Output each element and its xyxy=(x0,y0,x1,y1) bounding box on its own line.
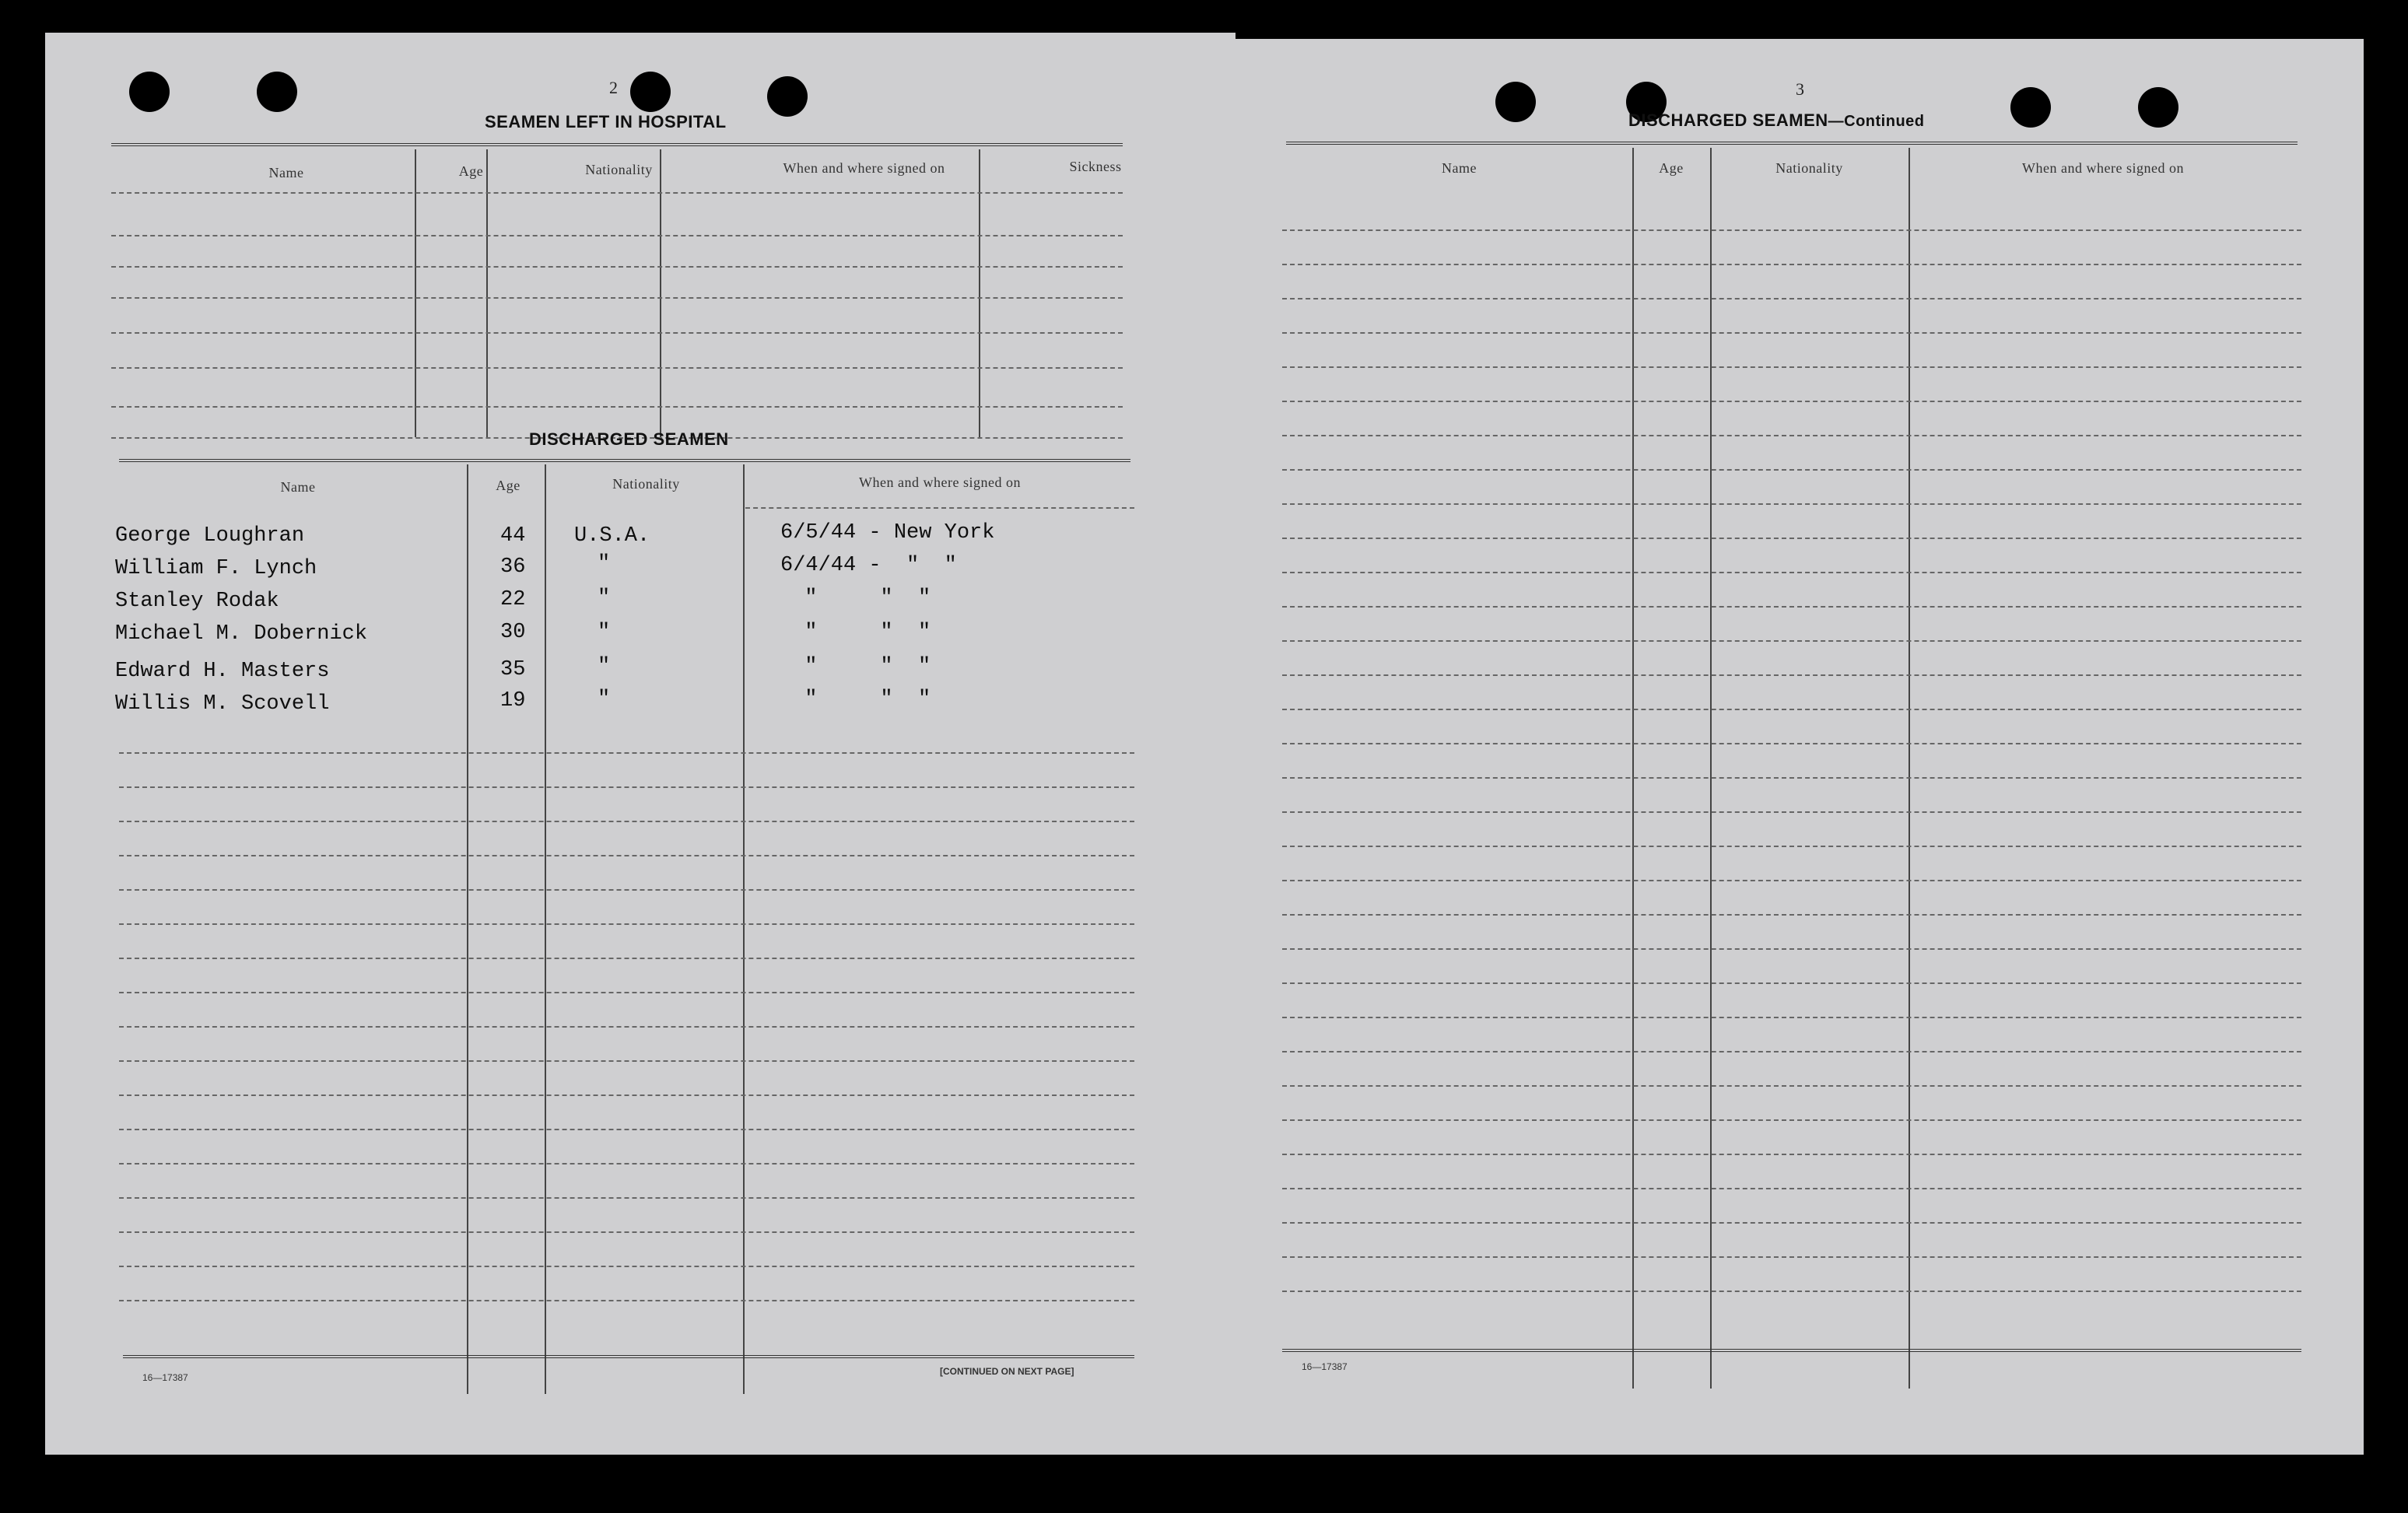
row-line xyxy=(119,1231,1134,1233)
table-bottom-rule xyxy=(1282,1349,2301,1352)
right-page xyxy=(1236,39,2364,1455)
table-bottom-rule xyxy=(123,1355,1134,1358)
column-header-name: Name xyxy=(1442,160,1477,176)
row-line xyxy=(1282,674,2301,676)
row-line xyxy=(1282,1154,2301,1155)
seaman-age: 44 xyxy=(500,524,526,548)
row-line xyxy=(1282,366,2301,368)
row-line xyxy=(1282,503,2301,505)
seaman-signed-on: " " " xyxy=(792,587,931,610)
left-page xyxy=(45,33,1236,1455)
punch-hole xyxy=(2138,87,2178,128)
seaman-nationality: " xyxy=(598,552,611,576)
row-line xyxy=(111,332,1123,334)
column-header-name: Name xyxy=(268,165,304,180)
seaman-age: 30 xyxy=(500,621,526,644)
row-line xyxy=(1282,982,2301,984)
row-line xyxy=(119,752,1134,754)
column-divider xyxy=(1710,148,1712,1389)
page-number: 3 xyxy=(1796,79,1804,99)
row-line xyxy=(119,1300,1134,1301)
seaman-name: George Loughran xyxy=(115,524,305,548)
column-header-sickness: Sickness xyxy=(1069,159,1122,174)
row-line xyxy=(119,992,1134,993)
row-line xyxy=(119,1094,1134,1096)
column-header-signed-on: When and where signed on xyxy=(783,160,945,176)
row-line xyxy=(1282,1051,2301,1052)
row-line xyxy=(1282,1188,2301,1189)
punch-hole xyxy=(129,72,170,112)
row-line xyxy=(1282,846,2301,847)
row-line xyxy=(1282,948,2301,950)
section-title-suffix: —Continued xyxy=(1828,113,1925,130)
column-divider xyxy=(743,464,745,1394)
table-rule xyxy=(111,143,1123,146)
seaman-nationality: U.S.A. xyxy=(574,524,650,548)
seaman-age: 22 xyxy=(500,588,526,611)
page-number: 2 xyxy=(609,78,618,97)
row-line xyxy=(111,297,1123,299)
row-line xyxy=(111,367,1123,369)
row-line xyxy=(1282,880,2301,881)
row-line xyxy=(119,923,1134,925)
row-line xyxy=(1282,1256,2301,1258)
column-header-nationality: Nationality xyxy=(585,162,653,177)
row-line xyxy=(1282,538,2301,539)
seaman-name: Stanley Rodak xyxy=(115,590,279,613)
seaman-nationality: " xyxy=(598,688,611,711)
seaman-signed-on: " " " xyxy=(792,688,931,711)
hospital-section-title: SEAMEN LEFT IN HOSPITAL xyxy=(485,112,727,131)
column-header-signed-on: When and where signed on xyxy=(859,475,1021,490)
row-line xyxy=(119,958,1134,959)
row-line xyxy=(1282,264,2301,265)
column-divider xyxy=(1909,148,1910,1389)
row-line xyxy=(119,786,1134,788)
row-line xyxy=(119,821,1134,822)
seaman-name: Edward H. Masters xyxy=(115,660,330,683)
row-line xyxy=(1282,229,2301,231)
column-header-name: Name xyxy=(280,479,316,495)
column-header-age: Age xyxy=(1659,160,1684,176)
section-title xyxy=(1628,110,1925,131)
column-divider xyxy=(1632,148,1634,1389)
row-line xyxy=(1282,435,2301,436)
seaman-signed-on: " " " xyxy=(792,655,931,678)
seaman-name: Michael M. Dobernick xyxy=(115,622,368,646)
row-line xyxy=(1282,743,2301,744)
seaman-nationality: " xyxy=(598,587,611,610)
form-number: 16—17387 xyxy=(1302,1361,1348,1372)
seaman-nationality: " xyxy=(598,621,611,644)
seaman-age: 35 xyxy=(500,658,526,681)
punch-hole xyxy=(767,76,808,117)
seaman-signed-on: " " " xyxy=(792,621,931,644)
row-line xyxy=(1282,811,2301,813)
column-divider xyxy=(545,464,546,1394)
seaman-age: 36 xyxy=(500,555,526,579)
row-line xyxy=(1282,640,2301,642)
row-line xyxy=(1282,709,2301,710)
row-line xyxy=(1282,1291,2301,1292)
row-line xyxy=(111,235,1123,236)
row-line xyxy=(119,1026,1134,1028)
row-line xyxy=(1282,572,2301,573)
row-line xyxy=(1282,777,2301,779)
row-line xyxy=(1282,332,2301,334)
row-line xyxy=(1282,1085,2301,1087)
row-line xyxy=(119,1163,1134,1165)
row-line xyxy=(119,1060,1134,1062)
row-line xyxy=(119,1197,1134,1199)
column-header-nationality: Nationality xyxy=(1775,160,1843,176)
row-line xyxy=(111,192,1123,194)
row-line xyxy=(1282,1017,2301,1018)
punch-hole xyxy=(257,72,297,112)
table-rule xyxy=(119,459,1130,462)
row-line xyxy=(119,889,1134,891)
row-line xyxy=(119,855,1134,856)
seaman-name: Willis M. Scovell xyxy=(115,692,330,716)
seaman-signed-on: 6/5/44 - New York xyxy=(780,521,995,545)
column-header-age: Age xyxy=(496,478,521,493)
row-line xyxy=(1282,298,2301,299)
row-line xyxy=(1282,914,2301,916)
discharged-section-title: DISCHARGED SEAMEN xyxy=(529,429,729,449)
row-line xyxy=(1282,469,2301,471)
punch-hole xyxy=(2010,87,2051,128)
column-divider xyxy=(467,464,468,1394)
punch-hole xyxy=(630,72,671,112)
seaman-nationality: " xyxy=(598,655,611,678)
continued-note: [CONTINUED ON NEXT PAGE] xyxy=(940,1366,1074,1377)
row-line xyxy=(1282,401,2301,402)
column-header-nationality: Nationality xyxy=(612,476,680,492)
table-rule xyxy=(1286,142,2298,145)
column-header-signed-on: When and where signed on xyxy=(2022,160,2184,176)
row-line xyxy=(111,406,1123,408)
row-line xyxy=(1282,1119,2301,1121)
form-number: 16—17387 xyxy=(142,1372,188,1383)
row-line xyxy=(119,1129,1134,1130)
seaman-name: William F. Lynch xyxy=(115,557,317,580)
seaman-age: 19 xyxy=(500,689,526,713)
section-title-main: DISCHARGED SEAMEN xyxy=(1628,110,1828,130)
row-line xyxy=(745,507,1134,509)
row-line xyxy=(111,266,1123,268)
column-header-age: Age xyxy=(458,163,484,179)
seaman-signed-on: 6/4/44 - " " xyxy=(780,554,957,577)
row-line xyxy=(1282,1222,2301,1224)
row-line xyxy=(119,1266,1134,1267)
punch-hole xyxy=(1495,82,1536,122)
row-line xyxy=(1282,606,2301,608)
